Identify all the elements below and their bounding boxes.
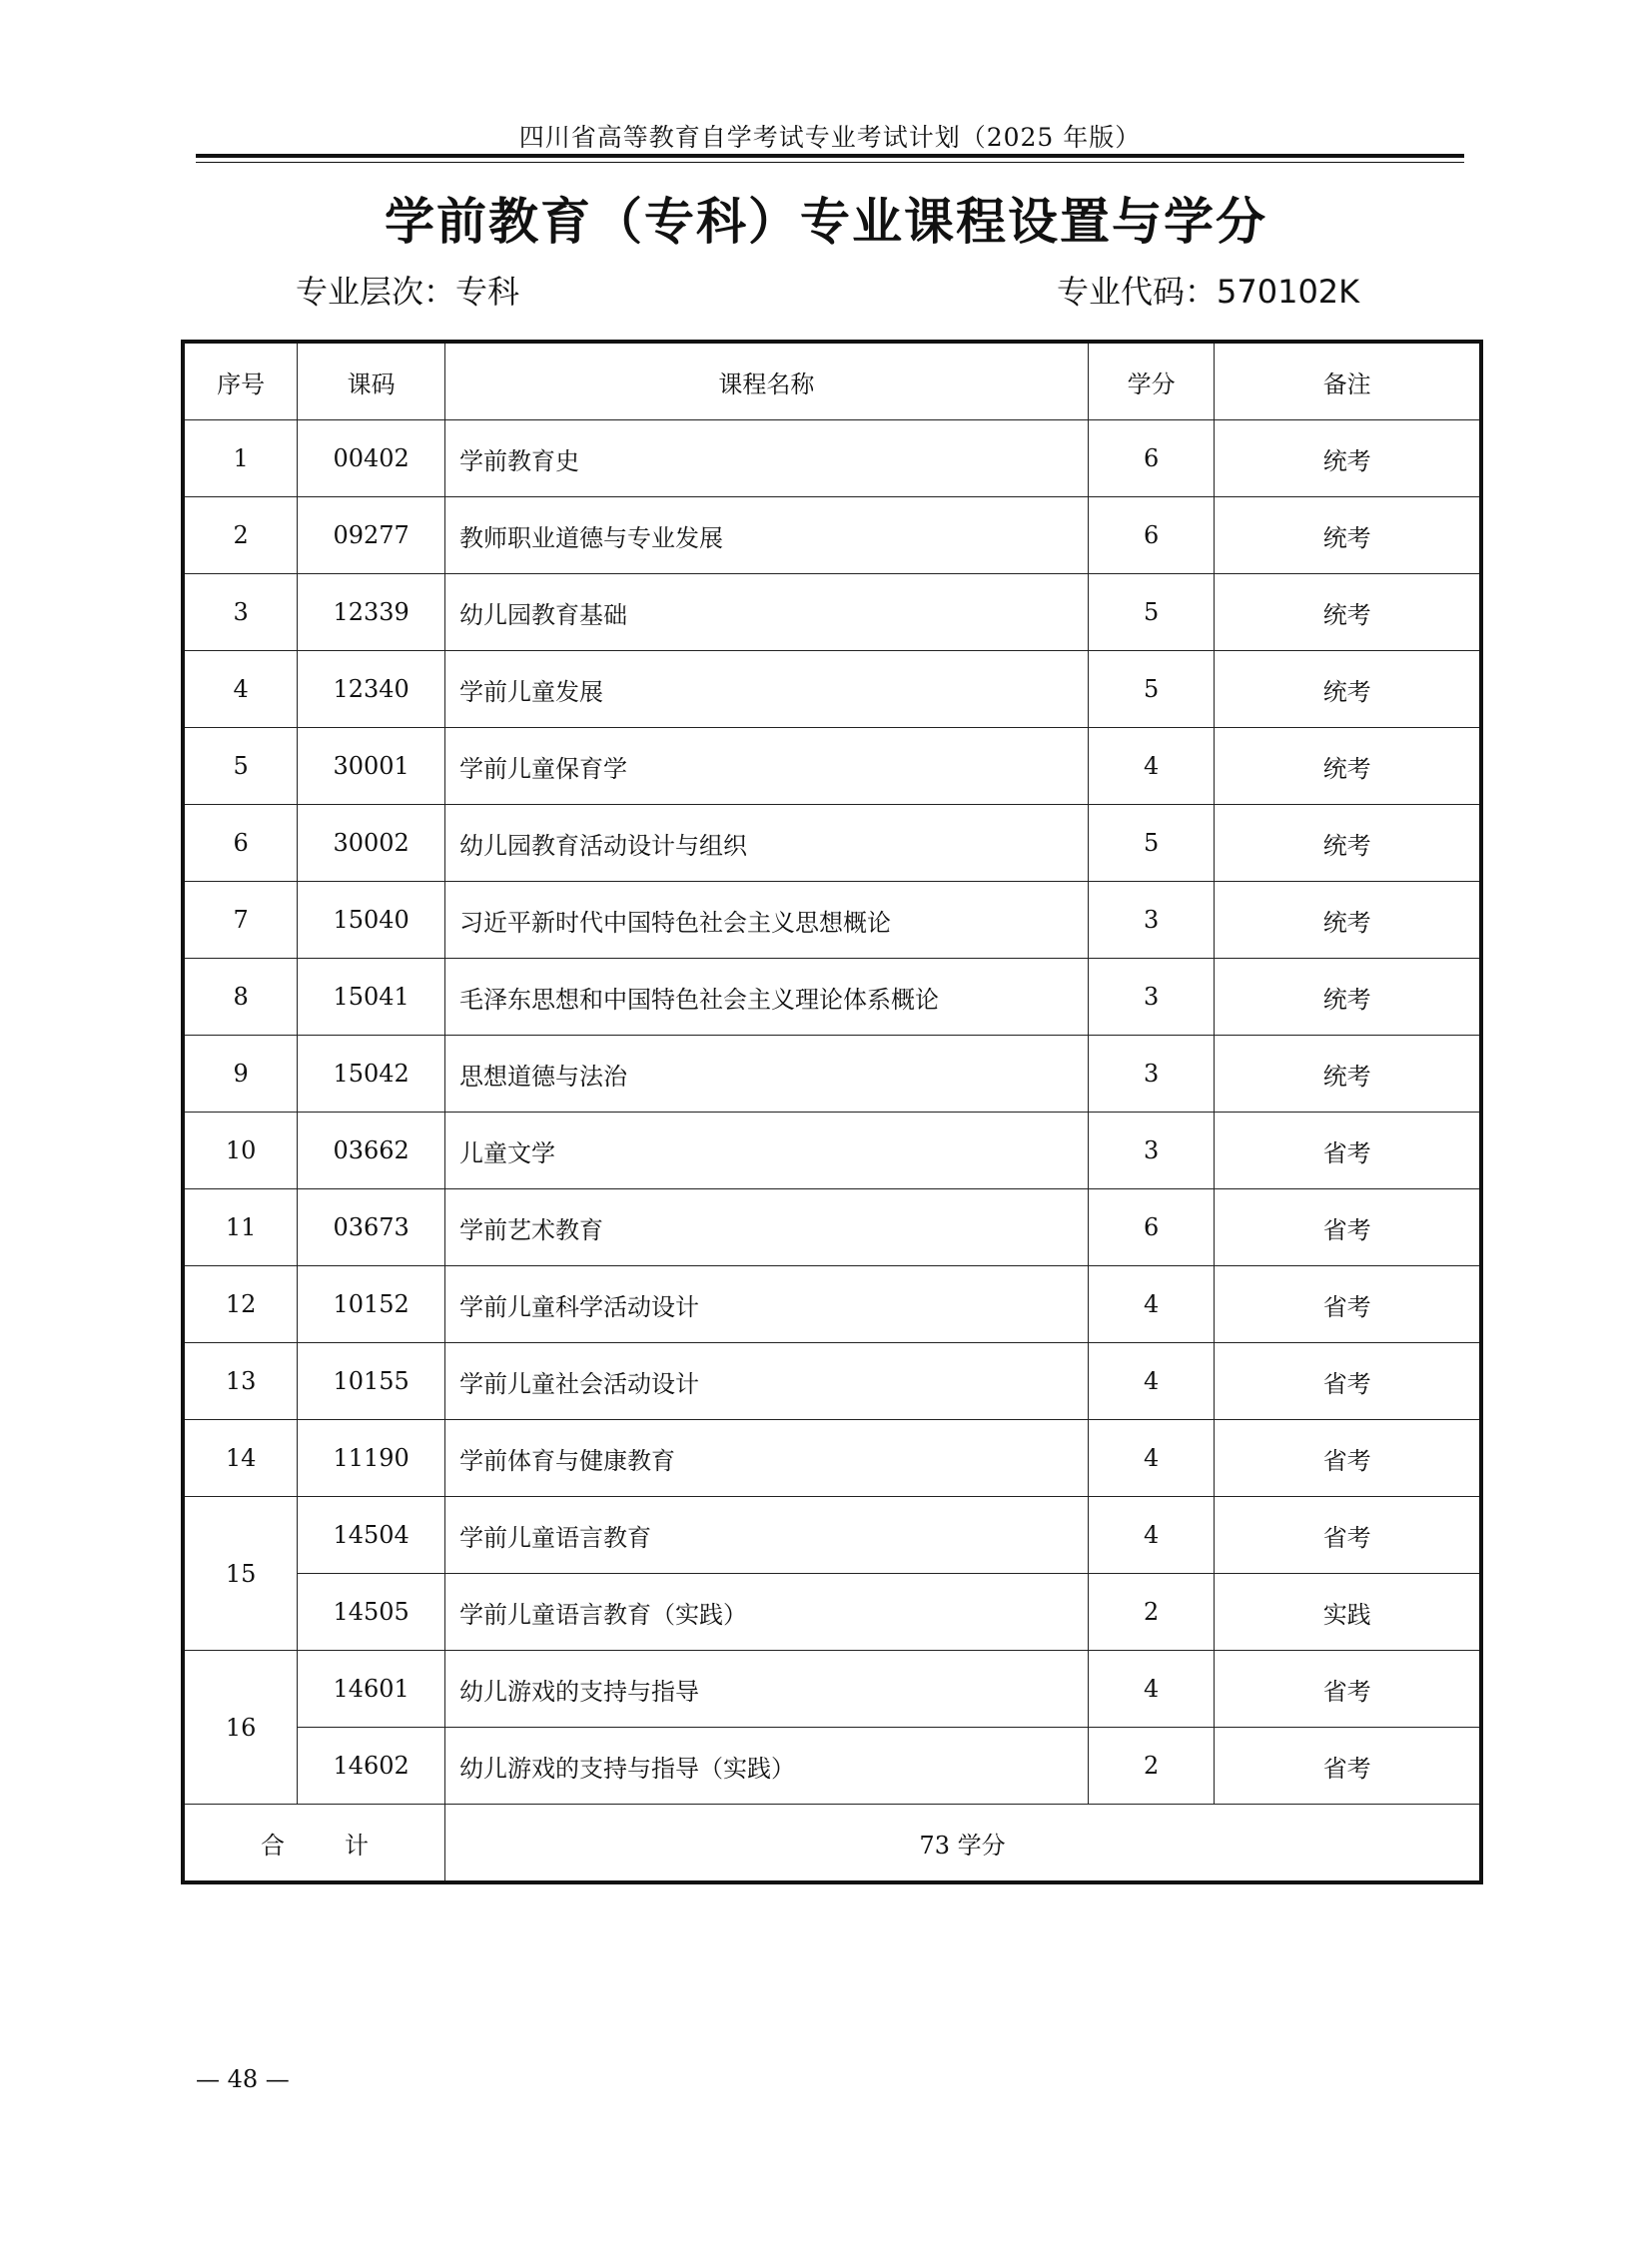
cell-note: 统考 [1215,882,1481,959]
table-row [183,1728,1481,1805]
cell-code: 15040 [298,882,445,959]
cell-credit: 4 [1088,1497,1215,1574]
table-row [183,574,1481,651]
cell-note: 统考 [1215,805,1481,882]
cell-note: 统考 [1215,651,1481,728]
cell-code: 14504 [298,1497,445,1574]
cell-name: 幼儿游戏的支持与指导（实践） [445,1728,1089,1805]
cell-credit: 3 [1088,959,1215,1036]
cell-seq: 4 [183,651,298,728]
cell-code: 14505 [298,1574,445,1651]
cell-credit: 5 [1088,574,1215,651]
cell-name: 学前儿童发展 [445,651,1089,728]
total-row [183,1805,1481,1883]
cell-note: 统考 [1215,574,1481,651]
cell-name: 学前教育史 [445,420,1089,497]
header-rule-thick [196,154,1464,158]
column-header-code: 课码 [298,342,445,420]
total-value: 73 学分 [445,1805,1481,1883]
cell-credit: 3 [1088,882,1215,959]
cell-note: 省考 [1215,1189,1481,1266]
table-header-row [183,342,1481,420]
cell-name: 思想道德与法治 [445,1036,1089,1113]
cell-name: 儿童文学 [445,1113,1089,1189]
cell-name: 学前儿童保育学 [445,728,1089,805]
cell-seq: 12 [183,1266,298,1343]
cell-seq: 3 [183,574,298,651]
cell-code: 15041 [298,959,445,1036]
cell-name: 学前儿童科学活动设计 [445,1266,1089,1343]
cell-note: 省考 [1215,1420,1481,1497]
table-row [183,1420,1481,1497]
cell-seq: 1 [183,420,298,497]
cell-name: 幼儿园教育基础 [445,574,1089,651]
cell-credit: 6 [1088,497,1215,574]
cell-credit: 4 [1088,1420,1215,1497]
table-row [183,1574,1481,1651]
table-row [183,420,1481,497]
cell-note: 统考 [1215,1036,1481,1113]
table-row [183,882,1481,959]
cell-code: 11190 [298,1420,445,1497]
cell-seq: 10 [183,1113,298,1189]
column-header-name: 课程名称 [445,342,1089,420]
cell-credit: 4 [1088,1343,1215,1420]
cell-credit: 3 [1088,1113,1215,1189]
cell-name: 学前儿童语言教育 [445,1497,1089,1574]
cell-note: 省考 [1215,1497,1481,1574]
cell-seq: 8 [183,959,298,1036]
cell-name: 毛泽东思想和中国特色社会主义理论体系概论 [445,959,1089,1036]
page-number: — 48 — [196,2065,290,2093]
cell-credit: 5 [1088,651,1215,728]
cell-credit: 6 [1088,420,1215,497]
cell-seq: 15 [183,1497,298,1651]
cell-code: 03662 [298,1113,445,1189]
cell-credit: 3 [1088,1036,1215,1113]
cell-name: 教师职业道德与专业发展 [445,497,1089,574]
table-row [183,805,1481,882]
cell-note: 统考 [1215,959,1481,1036]
cell-seq: 2 [183,497,298,574]
cell-note: 省考 [1215,1651,1481,1728]
cell-name: 学前艺术教育 [445,1189,1089,1266]
table-row [183,1113,1481,1189]
cell-credit: 2 [1088,1574,1215,1651]
column-header-credit: 学分 [1088,342,1215,420]
cell-note: 省考 [1215,1343,1481,1420]
cell-code: 12340 [298,651,445,728]
total-label: 合计 [183,1805,445,1883]
column-header-note: 备注 [1215,342,1481,420]
cell-seq: 14 [183,1420,298,1497]
header-rule-thin [196,162,1464,163]
cell-name: 习近平新时代中国特色社会主义思想概论 [445,882,1089,959]
cell-code: 03673 [298,1189,445,1266]
table-row [183,1189,1481,1266]
cell-credit: 4 [1088,728,1215,805]
cell-credit: 4 [1088,1266,1215,1343]
table-row [183,1036,1481,1113]
cell-note: 实践 [1215,1574,1481,1651]
cell-name: 学前体育与健康教育 [445,1420,1089,1497]
cell-code: 14602 [298,1728,445,1805]
cell-seq: 11 [183,1189,298,1266]
table-row [183,959,1481,1036]
cell-credit: 4 [1088,1651,1215,1728]
cell-code: 15042 [298,1036,445,1113]
cell-note: 统考 [1215,497,1481,574]
table-row [183,1343,1481,1420]
page-title: 学前教育（专科）专业课程设置与学分 [385,193,1267,251]
cell-code: 10155 [298,1343,445,1420]
cell-code: 09277 [298,497,445,574]
cell-seq: 13 [183,1343,298,1420]
table-row [183,1497,1481,1574]
cell-seq: 7 [183,882,298,959]
cell-code: 14601 [298,1651,445,1728]
cell-credit: 2 [1088,1728,1215,1805]
cell-credit: 6 [1088,1189,1215,1266]
table-row [183,728,1481,805]
cell-seq: 16 [183,1651,298,1805]
cell-name: 学前儿童社会活动设计 [445,1343,1089,1420]
cell-seq: 6 [183,805,298,882]
cell-name: 学前儿童语言教育（实践） [445,1574,1089,1651]
major-level: 专业层次：专科 [296,273,520,311]
table-row [183,651,1481,728]
cell-code: 30001 [298,728,445,805]
cell-code: 10152 [298,1266,445,1343]
cell-note: 统考 [1215,420,1481,497]
table-row [183,497,1481,574]
cell-code: 12339 [298,574,445,651]
column-header-seq: 序号 [183,342,298,420]
cell-note: 省考 [1215,1266,1481,1343]
cell-code: 00402 [298,420,445,497]
course-table [181,340,1483,1884]
cell-credit: 5 [1088,805,1215,882]
cell-name: 幼儿园教育活动设计与组织 [445,805,1089,882]
cell-seq: 9 [183,1036,298,1113]
cell-code: 30002 [298,805,445,882]
running-header: 四川省高等教育自学考试专业考试计划（2025 年版） [518,123,1142,152]
major-code: 专业代码：570102K [1057,273,1360,311]
cell-note: 省考 [1215,1113,1481,1189]
cell-note: 统考 [1215,728,1481,805]
table-row [183,1651,1481,1728]
cell-note: 省考 [1215,1728,1481,1805]
cell-seq: 5 [183,728,298,805]
table-row [183,1266,1481,1343]
cell-name: 幼儿游戏的支持与指导 [445,1651,1089,1728]
